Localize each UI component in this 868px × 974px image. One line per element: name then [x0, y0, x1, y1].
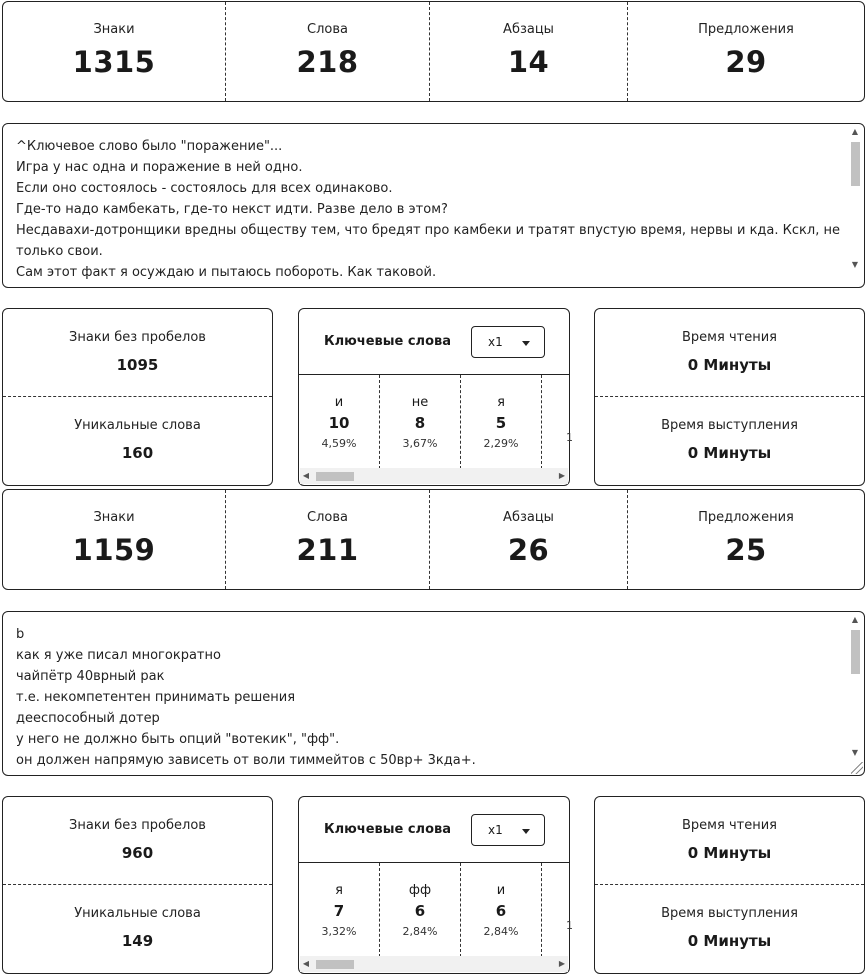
reading-time	[595, 797, 864, 885]
stat-words	[226, 2, 430, 101]
chevron-down-icon	[522, 829, 530, 834]
counts-card	[2, 308, 273, 486]
keywords-header	[299, 309, 569, 375]
stat-label: Предложения	[698, 22, 794, 37]
keyword-word: не	[411, 395, 429, 410]
scroll-right-icon[interactable]: ▶	[558, 471, 566, 480]
keyword-percent: 2,29%	[483, 437, 519, 450]
counts-card	[2, 796, 273, 974]
stat-sentences	[628, 490, 864, 589]
scroll-right-icon[interactable]: ▶	[558, 959, 566, 968]
keyword-percent: 2,84%	[483, 925, 519, 938]
stat-sentences	[628, 2, 864, 101]
stat-value: 26	[507, 533, 550, 567]
text-line: b	[16, 627, 25, 642]
text-line: он должен напрямую зависеть от воли тиммейтов с 50вр+ 3кда+.	[16, 753, 476, 768]
keyword-count: 8	[414, 414, 426, 432]
speaking-time	[595, 397, 864, 485]
keyword-percent: 2,84%	[402, 925, 438, 938]
stat-value: 1315	[72, 45, 156, 79]
keyword-item	[461, 375, 542, 469]
keyword-multiplier-select[interactable]	[471, 814, 545, 846]
keywords-title: Ключевые слова	[324, 822, 452, 837]
scrollbar-thumb[interactable]	[316, 960, 354, 969]
unique-words-value: 149	[121, 932, 154, 950]
keywords-list	[299, 375, 599, 469]
keyword-item	[299, 863, 380, 957]
text-line: у него не должно быть опций "вотекик", "фф".	[16, 732, 340, 747]
reading-time-value: 0 Минуты	[687, 356, 772, 374]
keyword-count: 6	[414, 902, 426, 920]
text-content[interactable]	[16, 136, 840, 283]
speaking-time-label: Время выступления	[661, 906, 798, 921]
text-line: дееспособный дотер	[16, 711, 160, 726]
keywords-list	[299, 863, 599, 957]
reading-time-label: Время чтения	[682, 818, 777, 833]
keyword-percent: 4,59%	[321, 437, 357, 450]
keywords-header	[299, 797, 569, 863]
stat-value: 218	[296, 45, 359, 79]
text-content[interactable]	[16, 624, 840, 771]
keyword-percent: 1	[566, 919, 573, 932]
text-line: ^Ключевое слово было "поражение"...	[16, 139, 283, 154]
unique-words-label: Уникальные слова	[74, 906, 201, 921]
time-card	[594, 308, 865, 486]
scroll-down-icon[interactable]: ▼	[851, 748, 859, 757]
reading-time-label: Время чтения	[682, 330, 777, 345]
text-input-area[interactable]	[2, 611, 865, 776]
select-value: x1	[488, 335, 503, 349]
chars-no-spaces	[3, 309, 272, 397]
keyword-word: и	[334, 395, 344, 410]
stat-label: Абзацы	[503, 510, 554, 525]
keyword-word: я	[497, 395, 505, 410]
scrollbar-thumb[interactable]	[851, 142, 860, 186]
keyword-word: я	[335, 883, 343, 898]
unique-words	[3, 397, 272, 485]
scroll-left-icon[interactable]: ◀	[302, 959, 310, 968]
chars-no-spaces-label: Знаки без пробелов	[69, 818, 206, 833]
scroll-down-icon[interactable]: ▼	[851, 260, 859, 269]
keyword-percent: 3,32%	[321, 925, 357, 938]
stat-value: 1159	[72, 533, 156, 567]
text-line: Несдавахи-дотронщики вредны обществу тем, что бредят про камбеки и тратят впустую время, нервы и кда. Кскл, не только свои.	[16, 223, 840, 259]
scroll-up-icon[interactable]: ▲	[851, 127, 859, 136]
text-line: как я уже писал многократно	[16, 648, 221, 663]
stat-words	[226, 490, 430, 589]
keyword-item-partial	[542, 863, 572, 957]
reading-time-value: 0 Минуты	[687, 844, 772, 862]
stat-label: Слова	[307, 22, 348, 37]
text-line: Сам этот факт я осуждаю и пытаюсь побороть. Как таковой.	[16, 265, 437, 280]
vertical-scrollbar[interactable]	[848, 614, 862, 773]
text-line: Где-то надо камбекать, где-то некст идти. Разве дело в этом?	[16, 202, 448, 217]
keyword-item	[299, 375, 380, 469]
text-input-area[interactable]	[2, 123, 865, 288]
speaking-time-value: 0 Минуты	[687, 444, 772, 462]
stat-paragraphs	[430, 2, 628, 101]
keyword-count: 6	[495, 902, 507, 920]
reading-time	[595, 309, 864, 397]
keywords-card	[298, 796, 573, 974]
horizontal-scrollbar[interactable]	[300, 468, 568, 484]
text-line: Игра у нас одна и поражение в ней одно.	[16, 160, 303, 175]
text-line: Если оно состоялось - состоялось для всех одинаково.	[16, 181, 393, 196]
unique-words-label: Уникальные слова	[74, 418, 201, 433]
keyword-item-partial	[542, 375, 572, 469]
keywords-card	[298, 308, 573, 486]
chars-no-spaces-value: 1095	[116, 356, 159, 374]
chars-no-spaces-label: Знаки без пробелов	[69, 330, 206, 345]
stats-summary	[2, 1, 865, 102]
keyword-count: 7	[333, 902, 345, 920]
stat-chars	[3, 490, 226, 589]
chars-no-spaces	[3, 797, 272, 885]
chars-no-spaces-value: 960	[121, 844, 154, 862]
scrollbar-thumb[interactable]	[316, 472, 354, 481]
stat-value: 14	[507, 45, 550, 79]
vertical-scrollbar[interactable]	[848, 126, 862, 285]
horizontal-scrollbar[interactable]	[300, 956, 568, 972]
speaking-time-label: Время выступления	[661, 418, 798, 433]
keyword-item	[380, 863, 461, 957]
stat-label: Слова	[307, 510, 348, 525]
chevron-down-icon	[522, 341, 530, 346]
scroll-left-icon[interactable]: ◀	[302, 471, 310, 480]
stat-value: 29	[725, 45, 767, 79]
stat-value: 25	[725, 533, 767, 567]
keyword-percent: 1	[566, 431, 573, 444]
resize-grip-icon[interactable]	[851, 762, 863, 774]
keywords-title: Ключевые слова	[324, 334, 452, 349]
stat-paragraphs	[430, 490, 628, 589]
speaking-time-value: 0 Минуты	[687, 932, 772, 950]
keyword-percent: 3,67%	[402, 437, 438, 450]
stat-label: Знаки	[93, 510, 135, 525]
unique-words	[3, 885, 272, 973]
keyword-count: 10	[328, 414, 350, 432]
stat-value: 211	[296, 533, 359, 567]
text-line: чайпётр 40врный рак	[16, 669, 165, 684]
stats-summary	[2, 489, 865, 590]
speaking-time	[595, 885, 864, 973]
keyword-word: фф	[408, 883, 432, 898]
keyword-item	[380, 375, 461, 469]
stat-label: Знаки	[93, 22, 135, 37]
stat-chars	[3, 2, 226, 101]
keyword-multiplier-select[interactable]	[471, 326, 545, 358]
stat-label: Абзацы	[503, 22, 554, 37]
scrollbar-thumb[interactable]	[851, 630, 860, 674]
unique-words-value: 160	[121, 444, 154, 462]
text-line: т.е. некомпетентен принимать решения	[16, 690, 296, 705]
keyword-count: 5	[495, 414, 507, 432]
select-value: x1	[488, 823, 503, 837]
keyword-item	[461, 863, 542, 957]
stat-label: Предложения	[698, 510, 794, 525]
scroll-up-icon[interactable]: ▲	[851, 615, 859, 624]
keyword-word: и	[496, 883, 506, 898]
time-card	[594, 796, 865, 974]
